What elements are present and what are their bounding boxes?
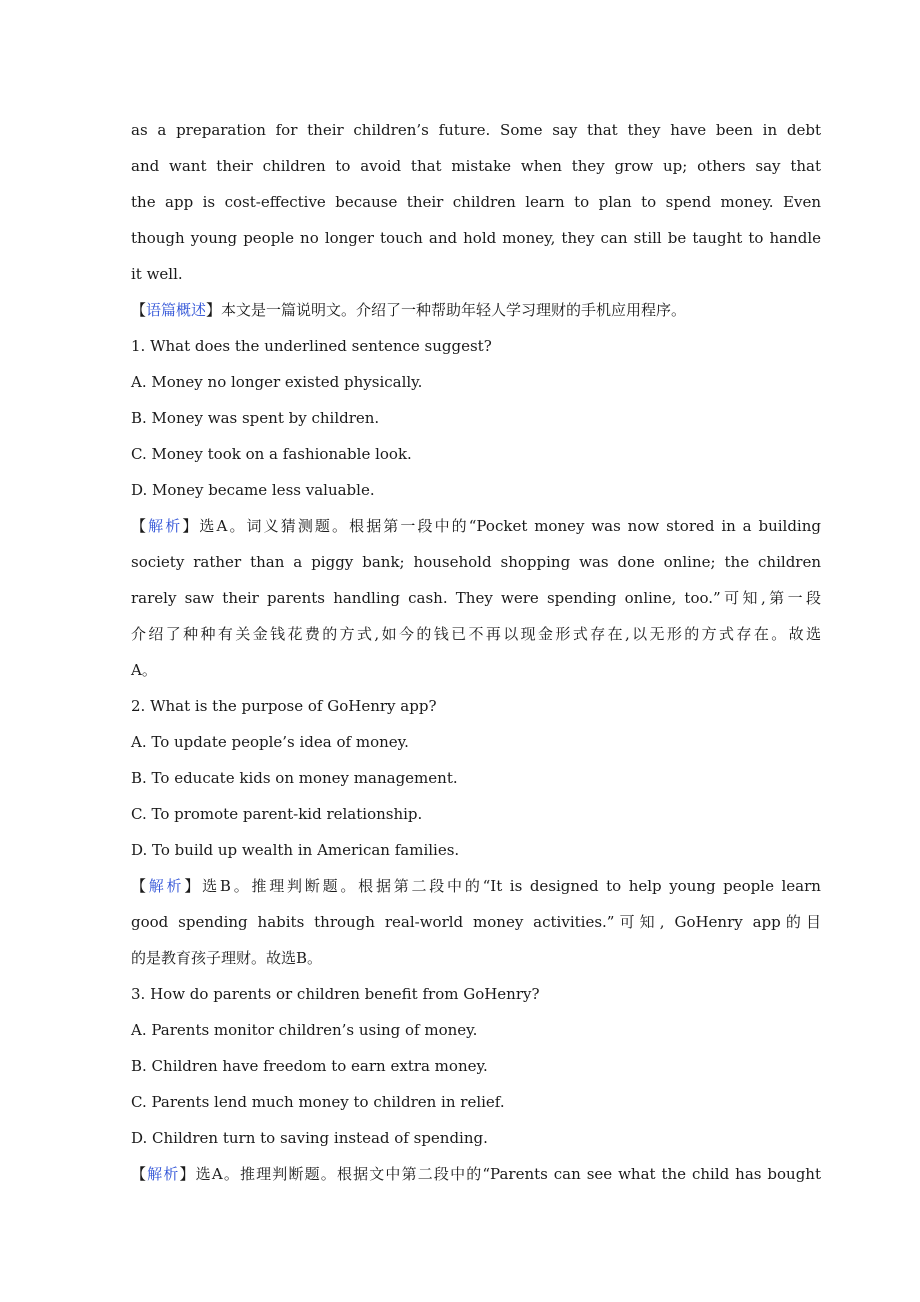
q2-analysis-line: 的是教育孩子理财。故选B。 — [131, 949, 323, 967]
q1-analysis-line: society rather than a piggy bank; household shopping was done online; the children — [131, 553, 821, 571]
q3-analysis-line: 【解析】选A。推理判断题。根据文中第二段中的“Parents can see what the child has bought — [131, 1165, 821, 1183]
q1-analysis-line: A。 — [131, 661, 157, 679]
analysis-tag: 解析 — [148, 877, 185, 895]
q1-option-c: C. Money took on a fashionable look. — [131, 445, 412, 463]
analysis-tag: 解析 — [148, 517, 183, 535]
passage-line: the app is cost-effective because their children learn to plan to spend money. Even — [131, 193, 821, 211]
question-3: 3. How do parents or children benefit from GoHenry? — [131, 985, 540, 1003]
passage-line: as a preparation for their children’s future. Some say that they have been in debt — [131, 121, 821, 139]
q1-analysis-line: 【解析】选A。词义猜测题。根据第一段中的“Pocket money was now stored in a building — [131, 517, 821, 535]
q1-analysis-line: rarely saw their parents handling cash. They were spending online, too.”可知,第一段 — [131, 589, 821, 607]
q2-option-d: D. To build up wealth in American families. — [131, 841, 460, 859]
passage-line: it well. — [131, 265, 183, 283]
q2-option-b: B. To educate kids on money management. — [131, 769, 458, 787]
summary-paragraph: 【语篇概述】本文是一篇说明文。介绍了一种帮助年轻人学习理财的手机应用程序。 — [131, 301, 687, 319]
passage-line: and want their children to avoid that mistake when they grow up; others say that — [131, 157, 821, 175]
question-2: 2. What is the purpose of GoHenry app? — [131, 697, 437, 715]
q2-option-c: C. To promote parent-kid relationship. — [131, 805, 423, 823]
q1-option-d: D. Money became less valuable. — [131, 481, 375, 499]
summary-text: 本文是一篇说明文。介绍了一种帮助年轻人学习理财的手机应用程序。 — [221, 301, 687, 319]
q2-analysis-line: good spending habits through real-world money activities.”可知, GoHenry app的目 — [131, 913, 821, 931]
q3-option-c: C. Parents lend much money to children in relief. — [131, 1093, 505, 1111]
passage-line: though young people no longer touch and hold money, they can still be taught to handle — [131, 229, 821, 247]
q2-option-a: A. To update people’s idea of money. — [131, 733, 409, 751]
q3-option-d: D. Children turn to saving instead of spending. — [131, 1129, 488, 1147]
analysis-tag: 解析 — [147, 1165, 180, 1183]
q3-option-a: A. Parents monitor children’s using of money. — [131, 1021, 478, 1039]
q3-option-b: B. Children have freedom to earn extra money. — [131, 1057, 488, 1075]
q1-analysis-line: 介绍了种种有关金钱花费的方式,如今的钱已不再以现金形式存在,以无形的方式存在。故选 — [131, 625, 821, 643]
summary-tag: 语篇概述 — [146, 301, 207, 319]
q1-option-b: B. Money was spent by children. — [131, 409, 380, 427]
q2-analysis-line: 【解析】选B。推理判断题。根据第二段中的“It is designed to help young people learn — [131, 877, 821, 895]
document-page — [131, 112, 821, 1192]
question-1: 1. What does the underlined sentence suggest? — [131, 337, 492, 355]
q1-option-a: A. Money no longer existed physically. — [131, 373, 423, 391]
